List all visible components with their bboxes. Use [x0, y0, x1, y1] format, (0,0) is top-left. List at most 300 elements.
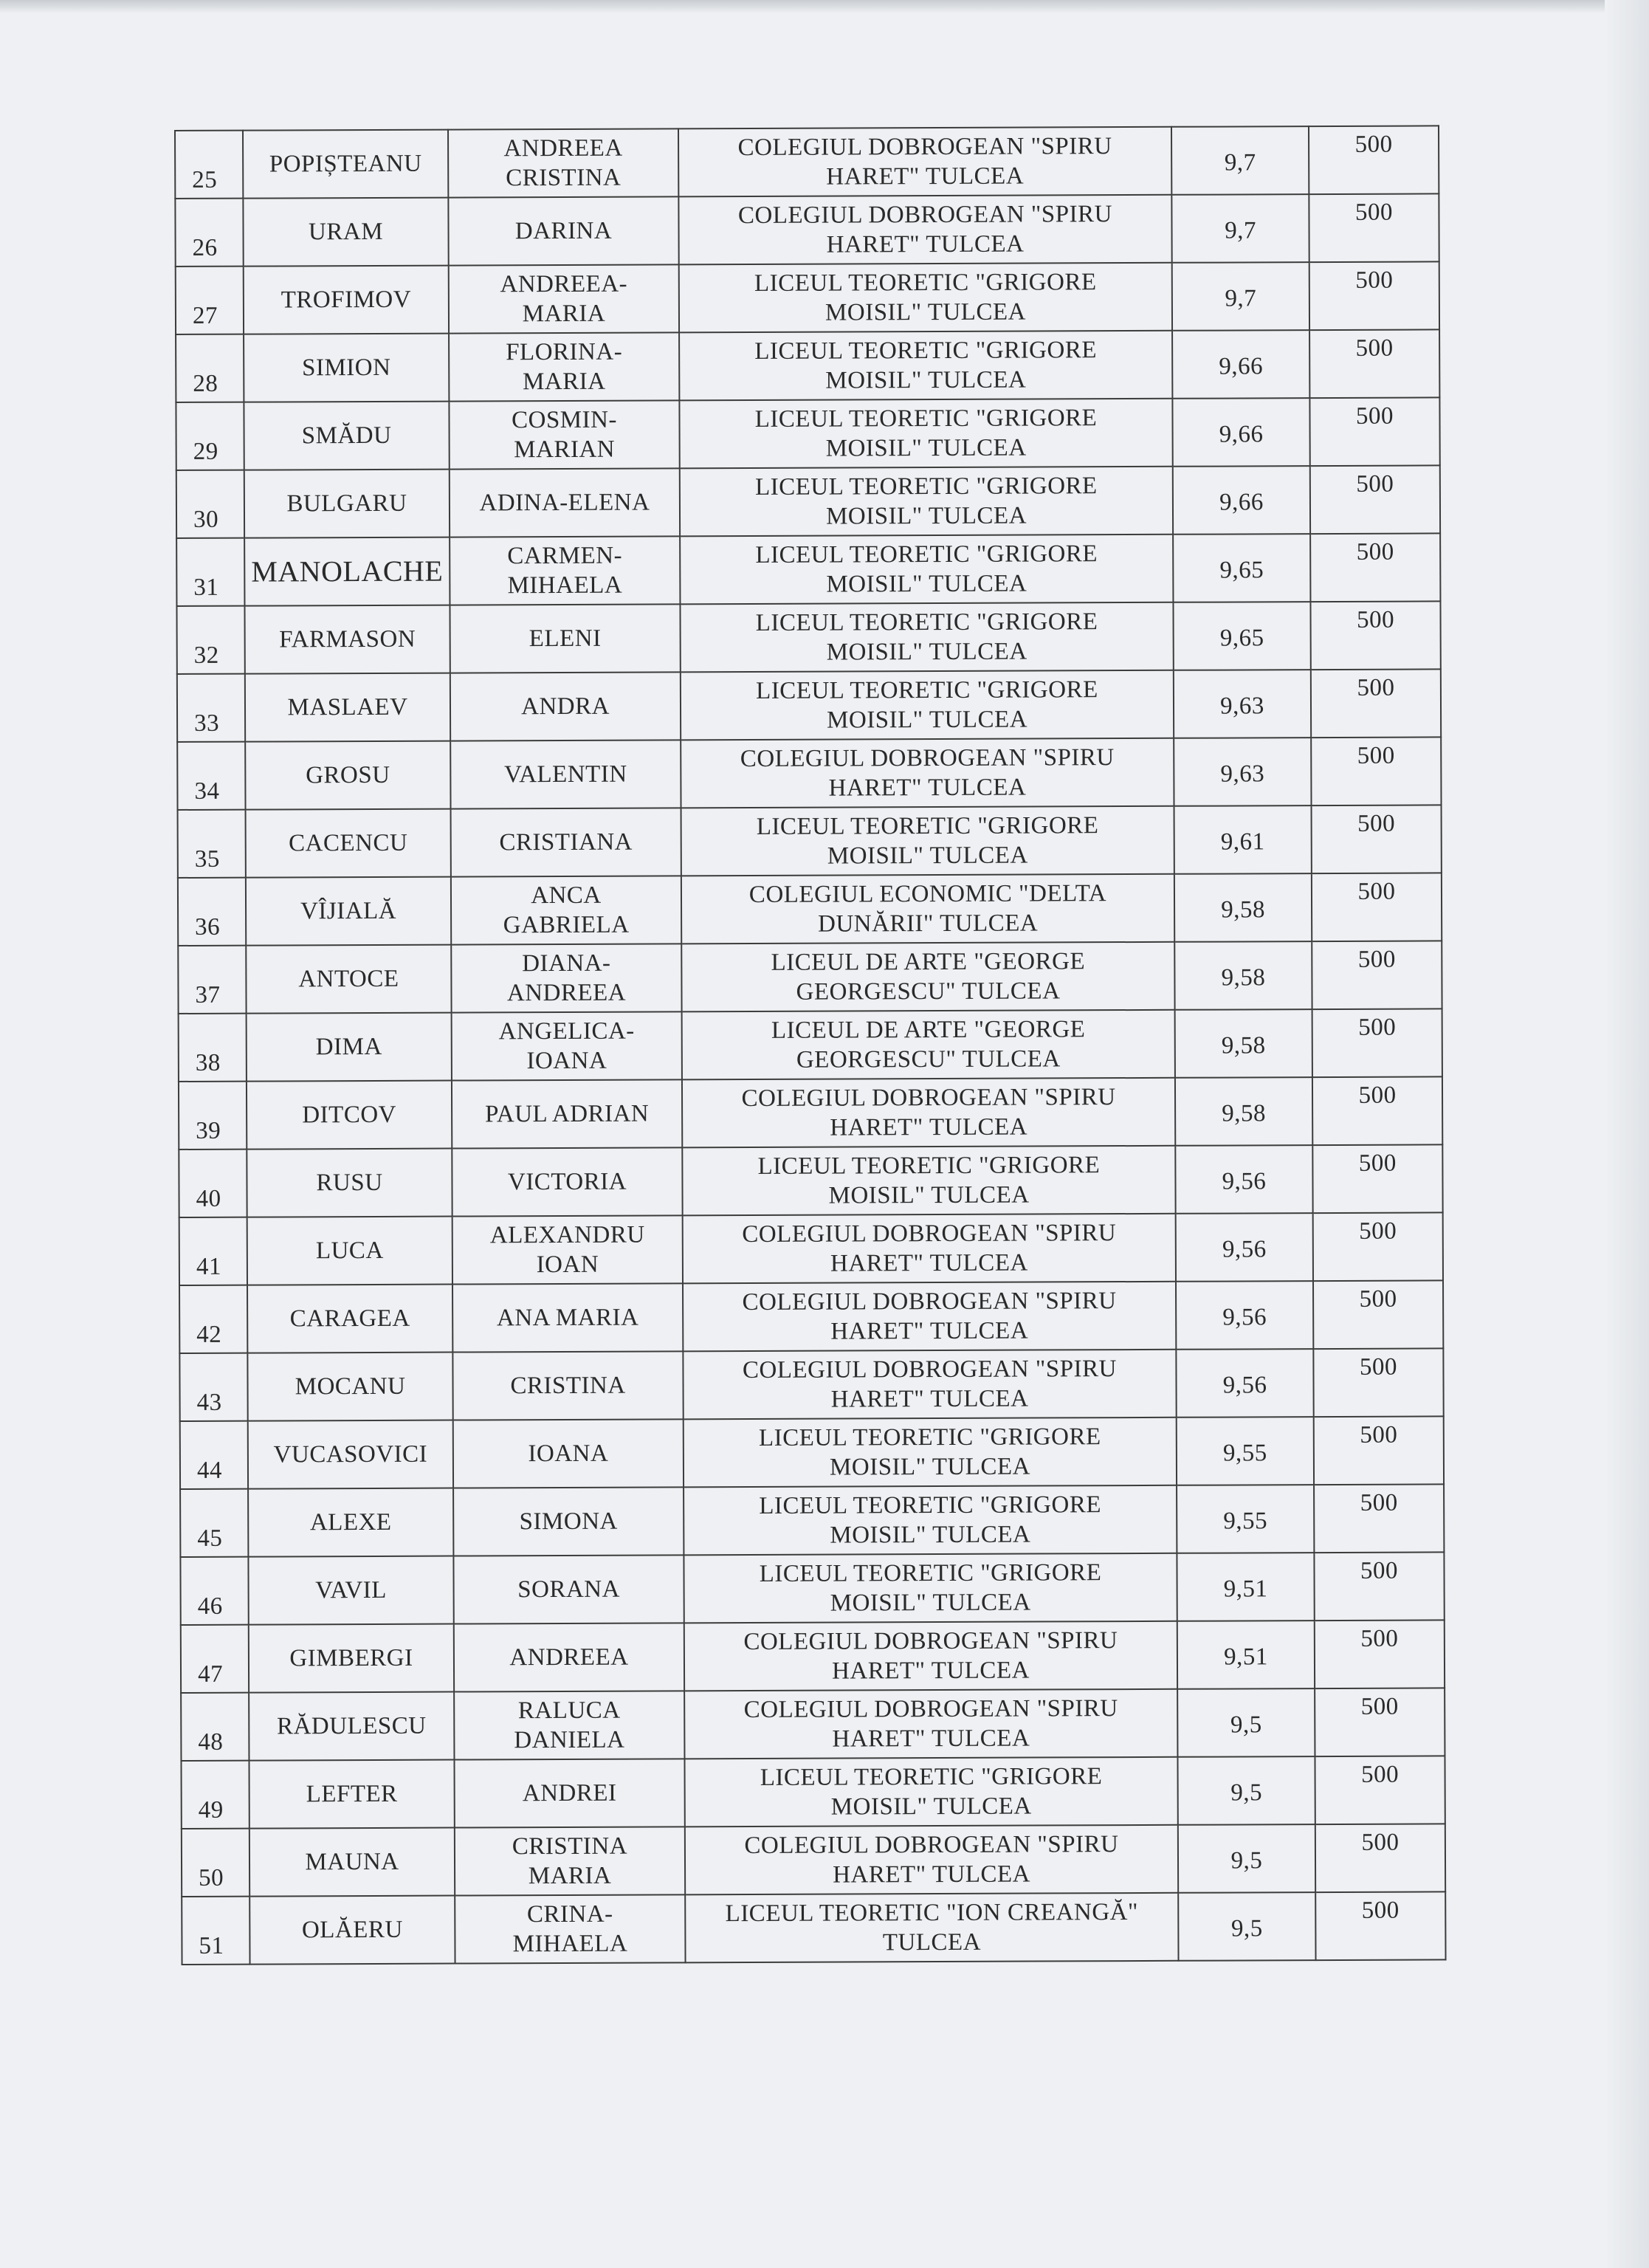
amount-cell — [1311, 669, 1441, 738]
given-name-line: ANDREI — [522, 1779, 617, 1807]
row-number: 50 — [199, 1864, 224, 1891]
given-name-line: ANA MARIA — [496, 1304, 639, 1332]
grade: 9,55 — [1222, 1440, 1267, 1467]
amount-cell — [1310, 533, 1440, 602]
row-number-cell — [176, 538, 244, 606]
school-line: COLEGIUL DOBROGEAN "SPIRU — [744, 1831, 1119, 1860]
given-name-line: CRINA- — [526, 1900, 613, 1928]
surname-cell — [247, 1149, 452, 1217]
grade: 9,65 — [1219, 557, 1264, 584]
given-name-cell — [452, 1011, 682, 1080]
surname: POPIȘTEANU — [269, 150, 422, 178]
school-line: COLEGIUL DOBROGEAN "SPIRU — [742, 1288, 1117, 1316]
row-number: 45 — [197, 1525, 223, 1552]
school-line: LICEUL TEORETIC "GRIGORE — [754, 269, 1097, 297]
school-cell — [682, 1078, 1175, 1148]
school-cell — [680, 602, 1173, 673]
grade-cell — [1177, 1756, 1315, 1825]
surname: TROFIMOV — [280, 286, 412, 314]
given-name-cell — [451, 944, 681, 1012]
row-number-cell — [176, 334, 244, 402]
given-name-line: VALENTIN — [504, 760, 627, 788]
given-name-cell — [448, 196, 678, 265]
given-name-line: ANDRA — [521, 693, 610, 721]
row-number: 34 — [194, 777, 220, 805]
amount-cell — [1310, 601, 1440, 670]
school-cell — [678, 127, 1171, 197]
given-name-line: GABRIELA — [503, 911, 630, 939]
surname-cell — [243, 130, 448, 199]
table-row — [181, 1620, 1445, 1693]
row-number: 37 — [195, 981, 221, 1008]
table-row — [176, 397, 1439, 470]
amount: 500 — [1360, 1761, 1400, 1788]
row-number: 36 — [195, 913, 221, 941]
school-cell — [681, 738, 1174, 808]
school-line: LICEUL TEORETIC "GRIGORE — [755, 608, 1098, 636]
row-number-cell — [179, 1082, 247, 1150]
given-name-cell — [453, 1487, 684, 1556]
surname: ANTOCE — [298, 965, 399, 993]
grade: 9,5 — [1230, 1711, 1262, 1739]
surname: SMĂDU — [301, 422, 392, 450]
school-line: LICEUL TEORETIC "GRIGORE — [756, 676, 1098, 704]
surname-cell — [247, 1285, 452, 1353]
grade: 9,58 — [1221, 964, 1266, 992]
school-line: LICEUL TEORETIC "GRIGORE — [759, 1559, 1102, 1587]
row-number: 29 — [193, 438, 218, 465]
row-number: 44 — [196, 1457, 223, 1484]
row-number-cell — [180, 1557, 248, 1625]
given-name-line: ANDREEA — [506, 979, 627, 1007]
amount: 500 — [1361, 1829, 1400, 1856]
surname-cell — [246, 877, 451, 946]
amount-cell — [1310, 465, 1440, 534]
table-row — [178, 805, 1442, 878]
row-number: 27 — [192, 302, 218, 329]
row-number: 31 — [193, 574, 219, 601]
grade: 9,58 — [1221, 1032, 1266, 1059]
given-name-line: CRISTINA — [512, 1832, 628, 1860]
amount: 500 — [1360, 1489, 1398, 1516]
school-line: HARET" TULCEA — [830, 1249, 1028, 1277]
amount-cell — [1312, 805, 1442, 873]
surname: MOCANU — [295, 1372, 406, 1401]
amount: 500 — [1359, 1353, 1398, 1381]
school-cell — [681, 806, 1174, 876]
table-row — [180, 1416, 1444, 1489]
amount: 500 — [1359, 1285, 1397, 1313]
given-name-cell — [449, 400, 679, 469]
grade-cell — [1171, 194, 1309, 263]
surname: CARAGEA — [289, 1305, 410, 1333]
school-cell — [683, 1214, 1176, 1284]
school-line: LICEUL TEORETIC "GRIGORE — [757, 1152, 1101, 1180]
given-name-cell — [452, 1283, 683, 1352]
school-line: HARET" TULCEA — [826, 230, 1025, 258]
grade: 9,5 — [1230, 1915, 1263, 1942]
grade: 9,61 — [1220, 828, 1265, 856]
school-line: LICEUL TEORETIC "GRIGORE — [759, 1491, 1102, 1519]
surname: GROSU — [306, 761, 390, 789]
surname-cell — [247, 1217, 452, 1285]
grade: 9,63 — [1220, 693, 1264, 720]
school-line: LICEUL DE ARTE "GEORGE — [771, 1016, 1086, 1044]
school-line: LICEUL TEORETIC "ION CREANGĂ" — [725, 1899, 1139, 1928]
row-number: 48 — [198, 1728, 224, 1756]
table-row — [182, 1891, 1445, 1965]
school-line: LICEUL TEORETIC "GRIGORE — [756, 812, 1099, 840]
row-number: 30 — [193, 506, 219, 533]
amount: 500 — [1355, 334, 1394, 362]
grade-cell — [1177, 1553, 1314, 1621]
row-number-cell — [176, 267, 244, 334]
row-number-cell — [178, 878, 246, 946]
amount: 500 — [1357, 810, 1396, 837]
school-line: HARET" TULCEA — [832, 1657, 1030, 1685]
table-row — [181, 1756, 1445, 1829]
grade: 9,63 — [1220, 760, 1265, 788]
given-name-line: CARMEN- — [507, 542, 623, 570]
amount: 500 — [1358, 1082, 1397, 1109]
grade-cell — [1178, 1824, 1315, 1893]
table-row — [179, 1144, 1442, 1217]
amount-cell — [1314, 1552, 1444, 1621]
row-number-cell — [179, 1014, 247, 1082]
school-line: MOISIL" TULCEA — [829, 1453, 1030, 1481]
school-cell — [684, 1689, 1177, 1759]
school-cell — [684, 1418, 1177, 1488]
school-cell — [681, 874, 1174, 944]
row-number-cell — [175, 131, 243, 199]
grade-cell — [1175, 1077, 1312, 1146]
row-number: 41 — [196, 1253, 221, 1280]
given-name-line: MARIA — [522, 300, 606, 328]
amount: 500 — [1357, 878, 1396, 905]
amount: 500 — [1354, 199, 1394, 226]
surname-cell — [246, 945, 451, 1014]
given-name-cell — [454, 1691, 684, 1759]
surname-cell — [247, 1081, 452, 1150]
school-line: MOISIL" TULCEA — [827, 706, 1028, 734]
grade: 9,7 — [1225, 217, 1256, 244]
table-row — [178, 941, 1442, 1014]
row-number: 42 — [196, 1321, 222, 1348]
amount: 500 — [1356, 470, 1394, 498]
given-name-cell — [452, 1215, 683, 1284]
row-number-cell — [179, 1150, 247, 1217]
given-name-line: ADINA-ELENA — [479, 489, 650, 517]
surname-cell — [244, 605, 450, 674]
row-number: 25 — [192, 166, 218, 193]
grade-cell — [1174, 941, 1312, 1010]
given-name-line: DANIELA — [514, 1726, 625, 1754]
row-number-cell — [181, 1625, 249, 1693]
given-name-line: ANGELICA- — [498, 1017, 635, 1045]
table-row — [176, 465, 1440, 538]
grade: 9,7 — [1225, 285, 1257, 312]
school-line: MOISIL" TULCEA — [827, 842, 1028, 870]
grade-cell — [1176, 1349, 1313, 1418]
surname: SIMION — [301, 354, 391, 382]
school-line: DUNĂRII" TULCEA — [818, 910, 1039, 938]
school-cell — [684, 1757, 1177, 1827]
row-number: 35 — [194, 845, 220, 873]
surname: VAVIL — [315, 1576, 387, 1604]
amount: 500 — [1356, 538, 1394, 566]
school-line: GEORGESCU" TULCEA — [796, 1045, 1061, 1073]
grade-cell — [1172, 398, 1309, 467]
amount-cell — [1309, 193, 1439, 262]
school-cell — [681, 942, 1174, 1012]
amount: 500 — [1360, 1693, 1399, 1720]
school-line: MOISIL" TULCEA — [825, 434, 1027, 462]
grade: 9,56 — [1222, 1236, 1267, 1263]
given-name-cell — [450, 468, 680, 537]
row-number: 39 — [196, 1117, 221, 1144]
row-number-cell — [179, 1285, 247, 1353]
row-number-cell — [176, 402, 244, 470]
amount: 500 — [1361, 1897, 1400, 1924]
table-row — [180, 1552, 1444, 1625]
grade-cell — [1174, 670, 1311, 738]
surname: VUCASOVICI — [273, 1440, 428, 1468]
surname: MANOLACHE — [251, 554, 444, 588]
row-number-cell — [179, 1353, 247, 1421]
row-number-cell — [182, 1829, 249, 1897]
given-name-line: MARIAN — [514, 436, 616, 464]
school-line: LICEUL TEORETIC "GRIGORE — [758, 1423, 1101, 1451]
grade: 9,5 — [1230, 1779, 1263, 1807]
school-line: COLEGIUL DOBROGEAN "SPIRU — [740, 744, 1115, 773]
given-name-line: MIHAELA — [507, 571, 623, 599]
given-name-cell — [454, 1623, 684, 1691]
given-name-line: CRISTINA — [510, 1372, 626, 1400]
given-name-line: MIHAELA — [512, 1930, 628, 1958]
amount-cell — [1315, 1891, 1445, 1960]
school-cell — [679, 263, 1172, 333]
school-cell — [682, 1010, 1175, 1080]
surname: FARMASON — [279, 625, 416, 653]
row-number: 40 — [196, 1185, 221, 1212]
school-cell — [684, 1485, 1177, 1556]
school-line: MOISIL" TULCEA — [825, 366, 1027, 394]
given-name-line: VICTORIA — [507, 1168, 627, 1196]
grade-cell — [1176, 1281, 1313, 1350]
grade-cell — [1177, 1485, 1314, 1553]
given-name-line: COSMIN- — [512, 406, 618, 434]
school-line: MOISIL" TULCEA — [830, 1521, 1031, 1549]
row-number: 47 — [197, 1660, 224, 1688]
school-cell — [685, 1825, 1178, 1895]
surname-cell — [243, 198, 448, 267]
given-name-line: MARIA — [528, 1862, 612, 1890]
grade-cell — [1174, 873, 1312, 942]
school-cell — [680, 467, 1173, 537]
given-name-line: SIMONA — [519, 1508, 618, 1536]
amount: 500 — [1356, 606, 1395, 633]
given-name-line: IOANA — [528, 1440, 609, 1468]
given-name-line: ANCA — [531, 882, 602, 910]
grade: 9,56 — [1222, 1304, 1267, 1331]
school-line: COLEGIUL ECONOMIC "DELTA — [748, 880, 1107, 909]
row-number-cell — [180, 1421, 248, 1489]
school-line: LICEUL TEORETIC "GRIGORE — [754, 472, 1098, 501]
school-line: COLEGIUL DOBROGEAN "SPIRU — [742, 1220, 1117, 1248]
grade: 9,7 — [1224, 149, 1256, 176]
amount: 500 — [1357, 742, 1395, 769]
table-row — [175, 126, 1439, 199]
table-row — [179, 1008, 1442, 1082]
surname: OLĂERU — [301, 1916, 403, 1944]
table-row — [182, 1824, 1445, 1897]
given-name-line: ANDREEA — [509, 1643, 629, 1671]
amount-cell — [1315, 1620, 1445, 1688]
school-line: HARET" TULCEA — [830, 1113, 1028, 1141]
given-name-cell — [449, 264, 679, 333]
surname-cell — [248, 1420, 453, 1489]
school-line: TULCEA — [882, 1928, 982, 1956]
grade-cell — [1177, 1417, 1314, 1485]
table-row — [181, 1688, 1445, 1761]
given-name-cell — [450, 604, 680, 673]
row-number-cell — [176, 470, 244, 538]
surname: BULGARU — [286, 489, 407, 518]
surname: MASLAEV — [287, 693, 408, 721]
grade: 9,58 — [1221, 896, 1266, 924]
surname-cell — [249, 1624, 454, 1693]
grade: 9,58 — [1222, 1100, 1267, 1127]
surname-cell — [249, 1896, 455, 1965]
school-line: LICEUL DE ARTE "GEORGE — [771, 948, 1086, 976]
row-number: 26 — [192, 234, 218, 261]
given-name-cell — [452, 1079, 682, 1148]
row-number-cell — [181, 1693, 249, 1761]
given-name-cell — [453, 1555, 684, 1623]
school-line: MOISIL" TULCEA — [824, 298, 1026, 326]
school-cell — [678, 195, 1171, 265]
surname: LUCA — [315, 1237, 384, 1265]
amount: 500 — [1355, 267, 1394, 294]
row-number-cell — [177, 674, 245, 742]
surname: RĂDULESCU — [276, 1712, 427, 1740]
surname-cell — [249, 1692, 454, 1761]
surname: MAUNA — [305, 1848, 399, 1876]
row-number-cell — [178, 946, 246, 1014]
school-line: HARET" TULCEA — [828, 774, 1027, 802]
row-number-cell — [175, 199, 243, 267]
amount-cell — [1309, 126, 1439, 194]
surname: URAM — [308, 218, 384, 246]
given-name-line: SORANA — [517, 1575, 621, 1604]
amount-cell — [1313, 1212, 1443, 1281]
school-line: HARET" TULCEA — [830, 1385, 1029, 1413]
amount-cell — [1315, 1756, 1445, 1824]
surname: GIMBERGI — [289, 1644, 413, 1672]
row-number: 49 — [198, 1796, 224, 1824]
given-name-cell — [451, 876, 681, 944]
grade-cell — [1173, 602, 1310, 670]
amount-cell — [1314, 1416, 1444, 1485]
given-name-cell — [450, 672, 681, 740]
grade-cell — [1177, 1621, 1315, 1689]
row-number: 43 — [196, 1389, 222, 1416]
given-name-cell — [451, 808, 681, 876]
surname-cell — [244, 470, 450, 538]
grade-cell — [1173, 466, 1310, 535]
grade: 9,66 — [1219, 489, 1264, 516]
school-line: LICEUL TEORETIC "GRIGORE — [754, 405, 1098, 433]
table-row — [179, 1348, 1443, 1421]
amount-cell — [1314, 1484, 1444, 1553]
given-name-cell — [449, 332, 679, 401]
row-number: 46 — [197, 1592, 223, 1620]
school-cell — [682, 1146, 1175, 1216]
surname-cell — [246, 809, 451, 878]
school-line: MOISIL" TULCEA — [825, 502, 1027, 530]
table-row — [179, 1212, 1443, 1285]
amount: 500 — [1354, 131, 1393, 158]
surname: LEFTER — [306, 1780, 398, 1808]
school-line: HARET" TULCEA — [830, 1317, 1029, 1345]
table-row — [180, 1484, 1444, 1557]
given-name-line: CRISTINA — [506, 164, 622, 192]
school-cell — [683, 1350, 1176, 1420]
row-number: 32 — [193, 642, 219, 669]
amount: 500 — [1360, 1557, 1399, 1584]
amount-cell — [1315, 1688, 1445, 1756]
school-cell — [679, 399, 1172, 469]
surname-cell — [244, 266, 449, 334]
row-number-cell — [180, 1489, 248, 1557]
school-cell — [679, 331, 1172, 401]
given-name-cell — [450, 740, 681, 808]
school-line: LICEUL TEORETIC "GRIGORE — [760, 1763, 1103, 1791]
document-sheet — [174, 125, 1445, 1965]
amount-cell — [1313, 1348, 1443, 1417]
results-table — [174, 125, 1447, 1965]
given-name-line: CRISTIANA — [499, 828, 633, 856]
amount: 500 — [1357, 674, 1395, 701]
school-line: MOISIL" TULCEA — [826, 570, 1027, 598]
amount: 500 — [1360, 1421, 1398, 1449]
surname-cell — [247, 1013, 452, 1082]
surname-cell — [244, 537, 450, 606]
given-name-line: IOAN — [536, 1251, 599, 1279]
given-name-cell — [454, 1759, 684, 1827]
given-name-line: MARIA — [522, 368, 606, 396]
school-cell — [683, 1282, 1176, 1352]
surname: RUSU — [316, 1169, 383, 1197]
amount-cell — [1315, 1824, 1445, 1892]
grade: 9,55 — [1223, 1508, 1268, 1535]
surname-cell — [245, 673, 450, 742]
given-name-line: DARINA — [514, 217, 613, 245]
row-number-cell — [179, 1217, 247, 1285]
school-line: COLEGIUL DOBROGEAN "SPIRU — [741, 1084, 1116, 1113]
table-row — [175, 193, 1439, 267]
grade-cell — [1175, 1009, 1312, 1078]
amount: 500 — [1357, 946, 1396, 973]
given-name-line: RALUCA — [517, 1697, 621, 1725]
school-cell — [685, 1893, 1178, 1963]
table-row — [179, 1076, 1442, 1150]
grade: 9,56 — [1222, 1168, 1267, 1195]
grade-cell — [1172, 330, 1309, 399]
school-cell — [684, 1553, 1177, 1623]
amount: 500 — [1355, 402, 1394, 430]
grade-cell — [1177, 1688, 1315, 1757]
